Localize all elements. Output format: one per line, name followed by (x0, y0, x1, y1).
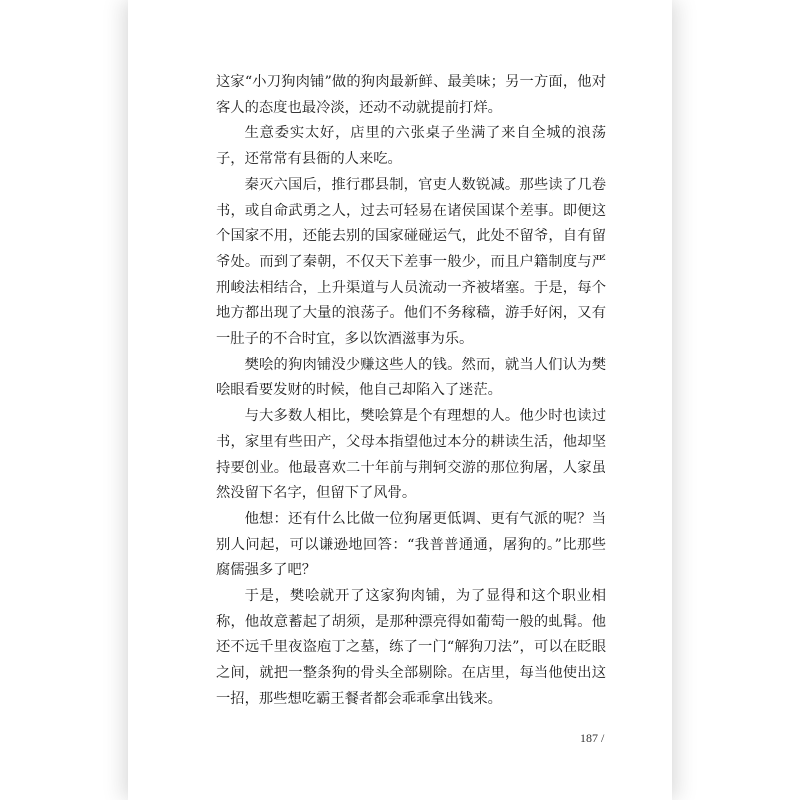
paragraph-2: 生意委实太好，店里的六张桌子坐满了来自全城的浪荡子，还常常有县衙的人来吃。 (216, 125, 606, 168)
paragraph-6: 他想：还有什么比做一位狗屠更低调、更有气派的呢？当别人问起，可以谦逊地回答：“我普普通通，屠狗的。”比那些腐儒强多了吧？ (216, 510, 606, 579)
page-number: 187 / (580, 731, 605, 745)
paragraph-3: 秦灭六国后，推行郡县制，官吏人数锐减。那些读了几卷书，或自命武勇之人，过去可轻易在诸侯国谋个差事。即便这个国家不用，还能去别的国家碰碰运气，此处不留爷，自有留爷处。而到了秦朝，不仅天下差事一般少，而且户籍制度与严刑峻法相结合，上升渠道与人员流动一齐被堵塞。于是，每个地方都出现了大量的浪荡子。他们不务稼穑，游手好闲，又有一肚子的不合时宜，多以饮酒滋事为乐。 (216, 176, 606, 348)
body-text (216, 70, 606, 713)
book-page (128, 0, 672, 800)
paragraph-1: 这家“小刀狗肉铺”做的狗肉最新鲜、最美味；另一方面，他对客人的态度也最冷淡，还动不动就提前打烊。 (216, 74, 606, 116)
paragraph-4: 樊哙的狗肉铺没少赚这些人的钱。然而，就当人们认为樊哙眼看要发财的时候，他自己却陷入了迷茫。 (216, 356, 606, 399)
paragraph-7: 于是，樊哙就开了这家狗肉铺，为了显得和这个职业相称，他故意蓄起了胡须，是那种漂亮得如葡萄一般的虬髯。他还不远千里夜盗庖丁之墓，练了一门“解狗刀法”，可以在眨眼之间，就把一整条狗的骨头全部剔除。在店里，每当他使出这一招，那些想吃霸王餐者都会乖乖拿出钱来。 (216, 588, 606, 707)
paragraph-5: 与大多数人相比，樊哙算是个有理想的人。他少时也读过书，家里有些田产，父母本指望他过本分的耕读生活，他却坚持要创业。他最喜欢二十年前与荆轲交游的那位狗屠，人家虽然没留下名字，但留下了风骨。 (216, 408, 606, 502)
